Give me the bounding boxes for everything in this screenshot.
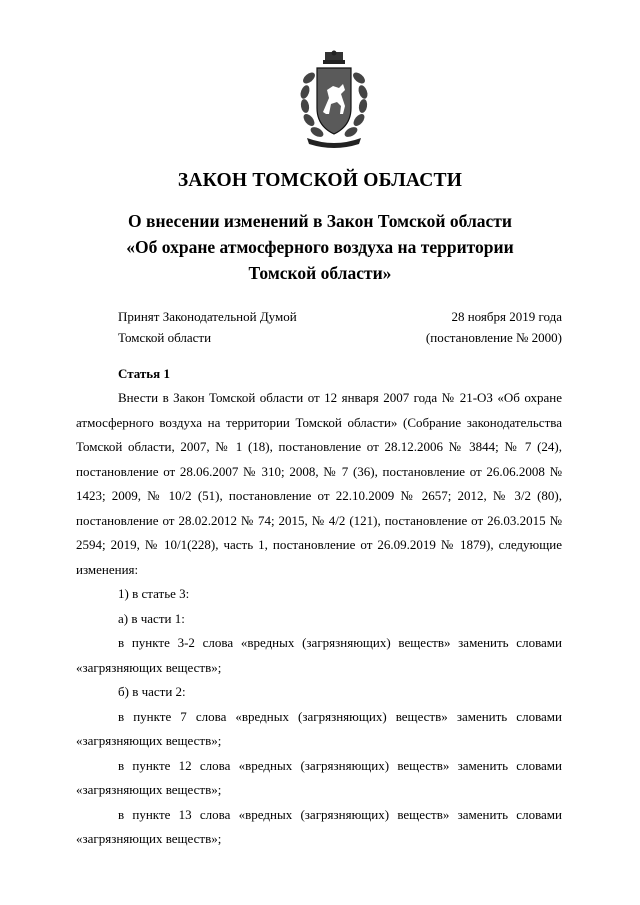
adoption-date	[426, 306, 562, 348]
item-paragraph: в пункте 7 слова «вредных (загрязняющих) веществ» заменить словами «загрязняющих веществ»;	[76, 708, 562, 748]
subject-line: Томской области»	[248, 263, 392, 283]
adopted-by-line: Томской области	[118, 330, 212, 345]
item-paragraph: б) в части 2:	[118, 684, 186, 699]
article-intro-paragraph: Внести в Закон Томской области от 12 января 2007 года № 21-ОЗ «Об охране атмосферного воздуха на территории Томской области» (Собрание законодательства Томской области, 2007, № 1 (18), постановление от 28.12.2006 № 3844; № 7 (24), постановление от 28.06.2007 № 310; 2008, № 7 (36), постановление от 26.06.2008 № 1423; 2009, № 10/2 (51), постановление от 22.10.2009 № 2657; 2012, № 3/2 (80), постановление от 28.02.2012 № 74; 2015, № 4/2 (121), постановление от 26.03.2015 № 2594; 2019, № 10/1(228), часть 1, постановление от 26.09.2019 № 1879), следующие изменения:	[76, 390, 562, 577]
adoption-date-text: 28 ноября 2019 года	[451, 309, 562, 324]
subject-line: «Об охране атмосферного воздуха на территории	[126, 237, 514, 257]
law-subject	[60, 208, 580, 286]
resolution-number: (постановление № 2000)	[425, 330, 562, 345]
item-paragraph: в пункте 13 слова «вредных (загрязняющих) веществ» заменить словами «загрязняющих веществ»;	[76, 806, 562, 846]
item-paragraph: в пункте 12 слова «вредных (загрязняющих) веществ» заменить словами «загрязняющих веществ»;	[76, 757, 562, 797]
subject-line: О внесении изменений в Закон Томской области	[128, 211, 512, 231]
article-heading: Статья 1	[118, 366, 170, 381]
item-paragraph: 1) в статье 3:	[118, 586, 190, 601]
article-body	[76, 386, 562, 852]
law-title: ЗАКОН ТОМСКОЙ ОБЛАСТИ	[177, 170, 463, 191]
tomsk-region-coat-of-arms-icon	[293, 50, 375, 150]
item-paragraph: в пункте 3-2 слова «вредных (загрязняющих) веществ» заменить словами «загрязняющих веществ»;	[76, 635, 562, 675]
adopted-by-line: Принят Законодательной Думой	[118, 309, 297, 324]
adopted-by	[118, 306, 297, 348]
item-paragraph: а) в части 1:	[118, 610, 185, 626]
